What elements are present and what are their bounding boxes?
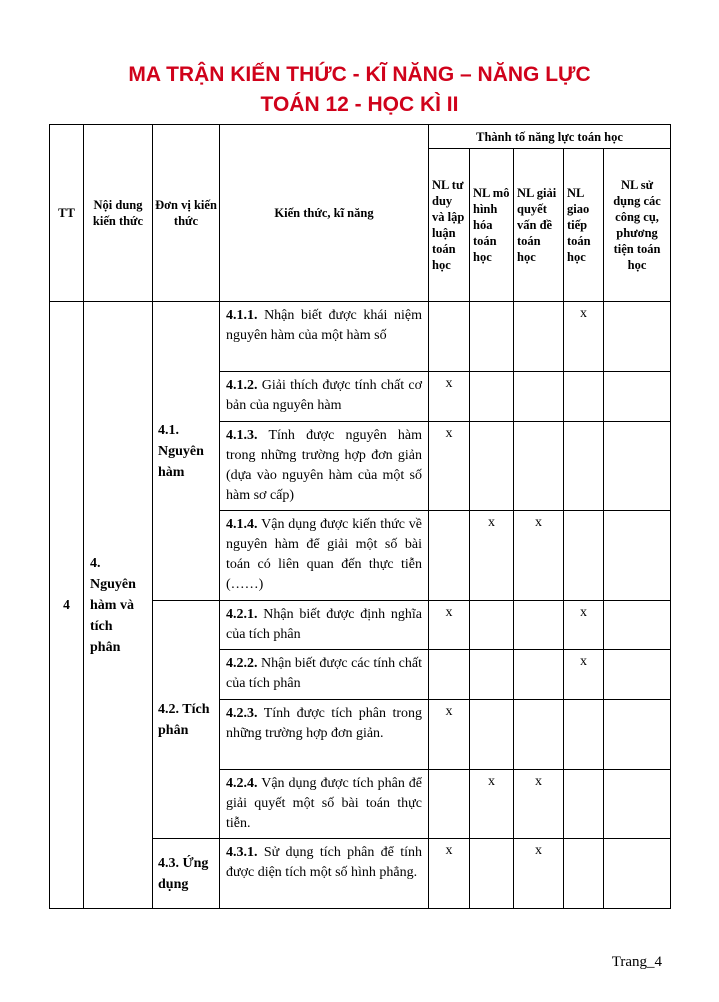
header-kien-thuc: Kiến thức, kĩ năng — [220, 125, 429, 302]
mark-cell: x — [514, 770, 564, 839]
mark-cell — [564, 511, 604, 601]
mark-cell — [514, 700, 564, 770]
mark-cell — [470, 302, 514, 372]
mark-cell — [604, 422, 671, 511]
mark-cell: x — [429, 422, 470, 511]
unit-nguyen-ham: 4.1. Nguyên hàm — [153, 302, 220, 601]
mark-cell — [604, 700, 671, 770]
unit-ung-dung: 4.3. Ứng dụng — [153, 839, 220, 909]
header-nl-tu-duy: NL tư duy và lập luận toán học — [429, 149, 470, 302]
mark-cell — [470, 650, 514, 700]
mark-cell — [470, 422, 514, 511]
skill-text: 4.1.1. Nhận biết được khái niệm nguyên hàm của một hàm số — [220, 302, 429, 372]
skill-text: 4.1.4. Vận dụng được kiến thức về nguyên hàm để giải một số bài toán có liên quan đến thực tiễn (……) — [220, 511, 429, 601]
header-nl-giai-quyet: NL giải quyết vấn đề toán học — [514, 149, 564, 302]
skill-text: 4.2.2. Nhận biết được các tính chất của tích phân — [220, 650, 429, 700]
mark-cell — [429, 302, 470, 372]
table-row — [50, 302, 671, 372]
header-nang-luc-group: Thành tố năng lực toán học — [429, 125, 671, 149]
skill-text: 4.2.4. Vận dụng được tích phân để giải quyết một số bài toán thực tiễn. — [220, 770, 429, 839]
mark-cell: x — [429, 839, 470, 909]
header-don-vi: Đơn vị kiến thức — [153, 125, 220, 302]
mark-cell — [429, 770, 470, 839]
mark-cell: x — [564, 302, 604, 372]
skill-text: 4.1.3. Tính được nguyên hàm trong những trường hợp đơn giản (dựa vào nguyên hàm của một số hàm sơ cấp) — [220, 422, 429, 511]
mark-cell — [564, 770, 604, 839]
mark-cell — [470, 601, 514, 650]
mark-cell — [564, 422, 604, 511]
mark-cell: x — [470, 770, 514, 839]
mark-cell — [564, 700, 604, 770]
mark-cell — [604, 372, 671, 422]
mark-cell — [470, 372, 514, 422]
mark-cell: x — [564, 650, 604, 700]
header-tt: TT — [50, 125, 84, 302]
mark-cell — [514, 422, 564, 511]
skill-text: 4.2.3. Tính được tích phân trong những trường hợp đơn giản. — [220, 700, 429, 770]
mark-cell: x — [514, 839, 564, 909]
page-number: Trang_4 — [611, 954, 662, 970]
mark-cell — [514, 601, 564, 650]
page-title-line1: MA TRẬN KIẾN THỨC - KĨ NĂNG – NĂNG LỰC — [128, 63, 591, 86]
header-nl-cong-cu: NL sử dụng các công cụ, phương tiện toán học — [604, 149, 671, 302]
mark-cell: x — [514, 511, 564, 601]
competency-matrix-table — [49, 124, 671, 909]
mark-cell — [514, 650, 564, 700]
skill-text: 4.3.1. Sử dụng tích phân để tính được diện tích một số hình phẳng. — [220, 839, 429, 909]
mark-cell — [604, 302, 671, 372]
mark-cell — [604, 770, 671, 839]
mark-cell: x — [470, 511, 514, 601]
header-nl-mo-hinh: NL mô hình hóa toán học — [470, 149, 514, 302]
mark-cell — [604, 601, 671, 650]
mark-cell — [429, 511, 470, 601]
header-nl-giao-tiep: NL giao tiếp toán học — [564, 149, 604, 302]
unit-tich-phan: 4.2. Tích phân — [153, 601, 220, 839]
mark-cell — [470, 700, 514, 770]
mark-cell: x — [429, 700, 470, 770]
mark-cell — [429, 650, 470, 700]
skill-text: 4.2.1. Nhận biết được định nghĩa của tích phân — [220, 601, 429, 650]
mark-cell — [470, 839, 514, 909]
mark-cell — [604, 839, 671, 909]
mark-cell — [604, 511, 671, 601]
header-noi-dung: Nội dung kiến thức — [84, 125, 153, 302]
mark-cell — [514, 302, 564, 372]
mark-cell: x — [429, 372, 470, 422]
section-tt: 4 — [50, 302, 84, 909]
mark-cell: x — [429, 601, 470, 650]
mark-cell — [564, 372, 604, 422]
section-noi-dung: 4. Nguyên hàm và tích phân — [84, 302, 153, 909]
mark-cell — [604, 650, 671, 700]
page-title-line2: TOÁN 12 - HỌC KÌ II — [260, 93, 459, 116]
mark-cell — [514, 372, 564, 422]
skill-text: 4.1.2. Giải thích được tính chất cơ bản của nguyên hàm — [220, 372, 429, 422]
mark-cell: x — [564, 601, 604, 650]
mark-cell — [564, 839, 604, 909]
